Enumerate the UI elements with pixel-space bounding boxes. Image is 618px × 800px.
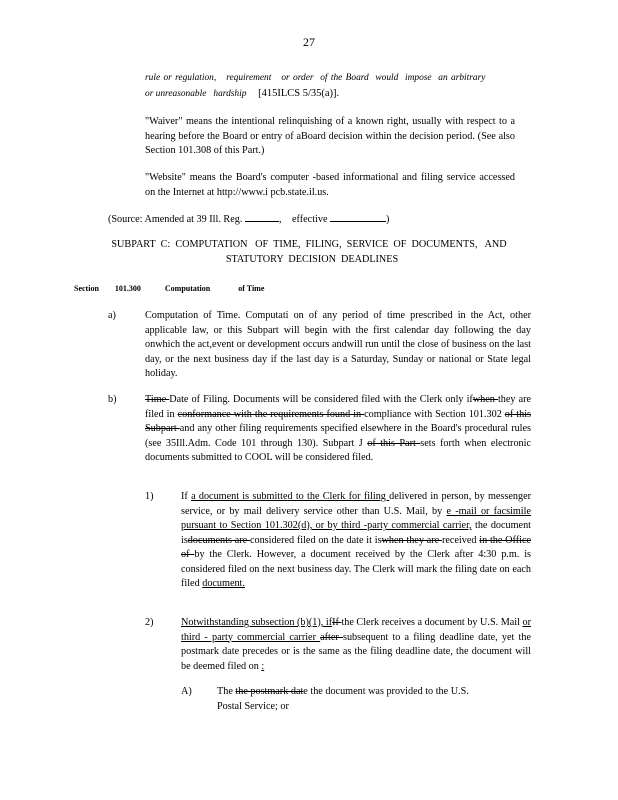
waiver-term: "Waiver" bbox=[145, 116, 183, 127]
inserted-text: Notwithstanding subsection (b)(1), if bbox=[181, 617, 333, 628]
subpart-heading bbox=[0, 238, 618, 267]
waiver-text: means the intentional relinquishing of a known right, usually with respect to a hearing before the Board or entry of aBoard decision within the decision period. (See also Section 101.308 of this Part.) bbox=[145, 116, 515, 156]
text-run: the document is bbox=[181, 520, 531, 546]
source-comma: , bbox=[278, 214, 282, 225]
text-run: delivered in person, by messenger service, or by mail delivery service other than U.S. Mail, by bbox=[181, 491, 531, 517]
website-definition bbox=[145, 171, 515, 200]
text-run: they are filed in bbox=[145, 394, 532, 420]
subpart-heading-line-1: SUBPART C: COMPUTATION OF TIME, FILING, SERVICE OF DOCUMENTS, AND bbox=[111, 239, 507, 250]
deleted-text: Time bbox=[145, 394, 170, 405]
inserted-text: e -mail or facsimile pursuant to Section 101.302(d), or by third -party commercial carrier, bbox=[181, 505, 531, 531]
item-1-label: 1) bbox=[145, 491, 154, 502]
inserted-text: or third - party commercial carrier bbox=[181, 617, 531, 643]
deleted-text: If bbox=[332, 617, 342, 628]
website-term: "Website" bbox=[145, 172, 186, 183]
inserted-text: : bbox=[261, 660, 265, 672]
section-heading bbox=[74, 282, 264, 297]
deleted-text: of this Part bbox=[367, 437, 421, 449]
deleted-text: the postmark dat bbox=[235, 686, 304, 697]
item-b-label: b) bbox=[108, 394, 117, 405]
deleted-text: in the Office of bbox=[181, 534, 532, 560]
effective-date-blank bbox=[330, 211, 386, 222]
effective-label: effective bbox=[292, 214, 328, 225]
inserted-text: document. bbox=[202, 578, 245, 589]
deleted-text: after bbox=[320, 631, 343, 643]
text-run: compliance with Section 101.302 bbox=[364, 408, 505, 420]
item-a-text: Computation of Time. Computati on of any period of time prescribed in the Act, other applicable law, or this Subpart will begin with the first calendar day following the day onwhich the act,event or development occurs andwill run until the close of business on the last day, or the next business day if the last day is a Saturday, Sunday or national or State legal holiday. bbox=[145, 310, 531, 379]
deleted-text: documents are bbox=[187, 534, 250, 546]
text-run: Date of Filing. Documents will be considered filed with the Clerk only if bbox=[169, 394, 473, 405]
source-close: ) bbox=[386, 214, 390, 225]
item-1-text bbox=[181, 490, 531, 592]
item-a-label: a) bbox=[108, 310, 116, 321]
text-run: subsequent to a filing deadline date, yet the postmark date precedes or is the same as the filing deadline date, the document will be deemed filed on bbox=[181, 631, 531, 672]
waiver-definition bbox=[145, 115, 515, 159]
deleted-text: of this Subpart bbox=[145, 408, 531, 434]
website-text: means the Board's computer -based informational and filing service accessed on the Internet at http://www.i pcb.state.il.us. bbox=[145, 172, 515, 198]
deleted-text: when they are bbox=[381, 534, 442, 546]
statute-citation: [415ILCS 5/35(a)]. bbox=[258, 88, 340, 99]
text-run: sets forth when electronic documents submitted to COOL will be considered filed. bbox=[145, 437, 531, 463]
text-run: The bbox=[217, 686, 236, 697]
item-A-label: A) bbox=[181, 686, 192, 697]
text-run: e the document was provided to the U.S. bbox=[303, 686, 469, 697]
source-note bbox=[108, 211, 389, 228]
deleted-text: conformance with the requirements found in bbox=[177, 408, 365, 420]
section-label: Section bbox=[74, 284, 99, 293]
text-run: the Clerk receives a document by U.S. Mail bbox=[341, 617, 523, 628]
section-title-2: of Time bbox=[238, 284, 265, 293]
deleted-text: when bbox=[472, 394, 498, 405]
quoted-text bbox=[145, 71, 525, 102]
text-run: considered filed on the date it is bbox=[249, 534, 382, 546]
text-run: and any other filing requirements specified elsewhere in the Board's procedural rules (see 35Ill.Adm. Code 101 through 130). Subpart J bbox=[145, 423, 531, 449]
quoted-line-2: or unreasonable hardship bbox=[145, 89, 247, 99]
text-run: received bbox=[441, 534, 480, 546]
item-A-text bbox=[217, 685, 527, 714]
item-2-text bbox=[181, 616, 531, 674]
inserted-text: a document is submitted to the Clerk for filing bbox=[191, 491, 390, 502]
item-2-label: 2) bbox=[145, 617, 154, 628]
quoted-line-1: rule or regulation, requirement or order of the Board would impose an arbitrary bbox=[145, 73, 486, 83]
source-text: (Source: Amended at 39 Ill. Reg. bbox=[108, 214, 243, 225]
section-number: 101.300 bbox=[114, 284, 141, 293]
subpart-heading-line-2: STATUTORY DECISION DEADLINES bbox=[225, 253, 399, 265]
item-A-line-2: Postal Service; or bbox=[217, 700, 289, 712]
text-run: If bbox=[181, 491, 192, 502]
register-page-blank bbox=[245, 211, 279, 222]
text-run: by the Clerk. However, a document received by the Clerk after 4:30 p.m. is considered filed on the next business day. The Clerk will mark the filing date on each filed bbox=[181, 549, 531, 589]
section-title: Computation bbox=[164, 284, 211, 293]
item-b-text bbox=[145, 393, 531, 466]
page-number: 27 bbox=[303, 35, 315, 49]
